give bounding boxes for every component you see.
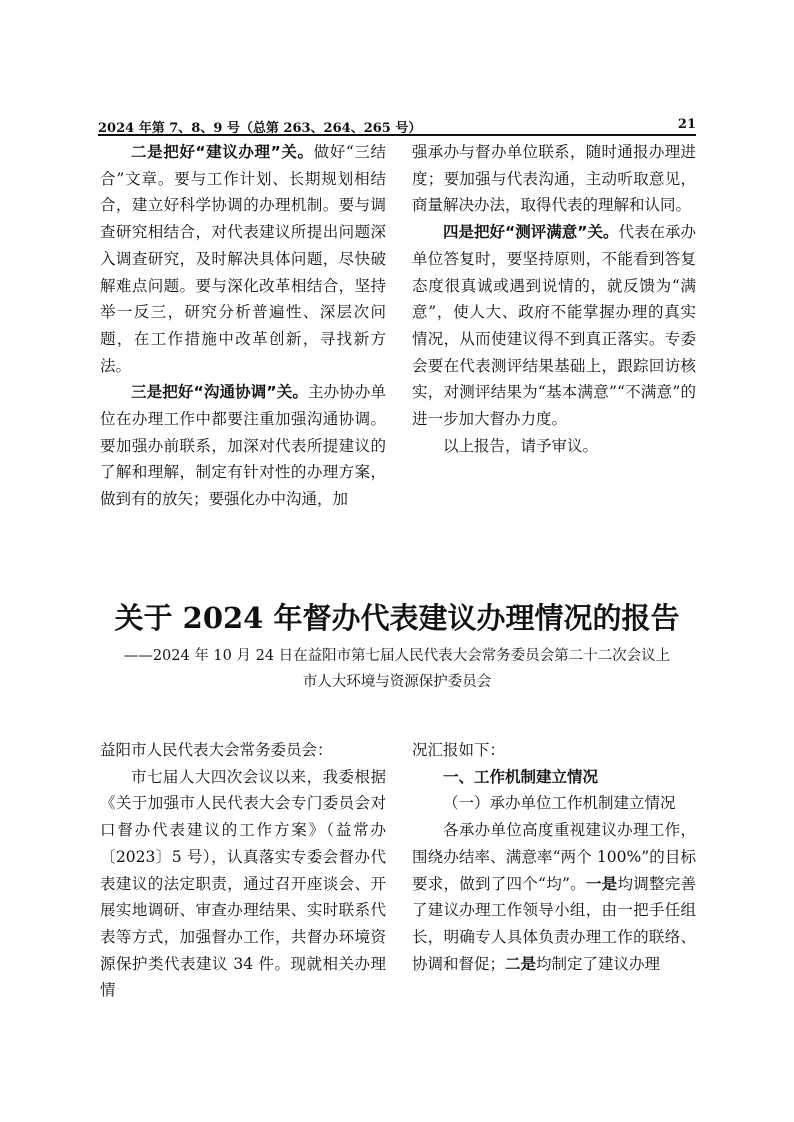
running-header — [98, 117, 696, 135]
paragraph — [100, 139, 386, 379]
upper-right-column — [412, 139, 696, 459]
report-title: 关于 2024 年督办代表建议办理情况的报告 — [114, 601, 680, 635]
subsection-heading: （一）承办单位工作机制建立情况 — [443, 794, 676, 813]
lower-right-column — [412, 737, 696, 977]
section-heading: 一、工作机制建立情况 — [443, 767, 599, 786]
paragraph — [100, 379, 386, 513]
salutation: 益阳市人民代表大会常务委员会： — [100, 741, 333, 759]
paragraph: 市七届人大四次会议以来，我委根据《关于加强市人民代表大会专门委员会对口督办代表建议的工作方案》（益常办〔2023〕5 号），认真落实专委会督办代表建议的法定职责，通过召开座谈会、开展实地调研、审查办理结果、实时联系代表等方式，加强督办工作，共督办环境资源保护类代表建议 34 件。现就相关办理情 — [100, 767, 386, 1000]
paragraph: 况汇报如下： — [412, 741, 506, 759]
report-subtitle — [0, 643, 794, 695]
paragraph: 强承办与督办单位联系，随时通报办理进度；要加强与代表沟通，主动听取意见，商量解决办法，取得代表的理解和认同。 — [412, 143, 696, 215]
paragraph — [412, 817, 696, 977]
lower-left-column — [100, 737, 386, 1004]
author-line: 市人大环境与资源保护委员会 — [302, 674, 492, 690]
paragraph: 以上报告，请予审议。 — [443, 436, 599, 455]
paragraph-text: 均调整完善了建议办理工作领导小组，由一把手任组长，明确专人具体负责办理工作的联络、协调和督促； — [412, 874, 696, 973]
page-number: 21 — [677, 117, 696, 132]
keyword: 二是把好“建议办理”关。 — [131, 143, 314, 161]
paragraph-text: 做好“三结合”文章。要与工作计划、长期规划相结合，建立好科学协调的办理机制。要与调查研究相结合，对代表建议所提出问题深入调查研究，及时解决具体问题，尽快破解难点问题。要与深化改革相结合，坚持举一反三，研究分析普遍性、深层次问题，在工作措施中改革创新，寻找新方法。 — [100, 143, 386, 375]
paragraph-text: 各承办单位高度重视建议办理工作，围绕办结率、满意率“两个 100%”的目标要求，做到了四个“均”。 — [412, 821, 696, 893]
keyword: 四是把好“测评满意”关。 — [443, 223, 619, 242]
subtitle-line: ——2024 年 10 月 24 日在益阳市第七届人民代表大会常务委员会第二十二次会议上 — [123, 648, 671, 664]
paragraph-text: 主办协办单位在办理工作中都要注重加强沟通协调。要加强办前联系，加深对代表所提建议的了解和理解，制定有针对性的办理方案，做到有的放矢；要强化办中沟通，加 — [100, 383, 386, 509]
issue-info: 2024 年第 7、8、9 号（总第 263、264、265 号） — [98, 121, 422, 136]
paragraph-text: 均制定了建议办理 — [536, 954, 661, 973]
paragraph — [412, 219, 696, 433]
upper-left-column — [100, 139, 386, 513]
keyword: 一是 — [585, 874, 618, 893]
header-rule — [98, 134, 696, 136]
paragraph-text: 代表在承办单位答复时，要坚持原则，不能看到答复态度很真诚或遇到说情的，就反馈为“满意”，使人大、政府不能掌握办理的真实情况，从而使建议得不到真正落实。专委会要在代表测评结果基础上，跟踪回访核实，对测评结果为“基本满意”“不满意”的进一步加大督办力度。 — [412, 223, 696, 429]
keyword: 三是把好“沟通协调”关。 — [131, 383, 308, 402]
keyword: 二是 — [505, 954, 537, 973]
